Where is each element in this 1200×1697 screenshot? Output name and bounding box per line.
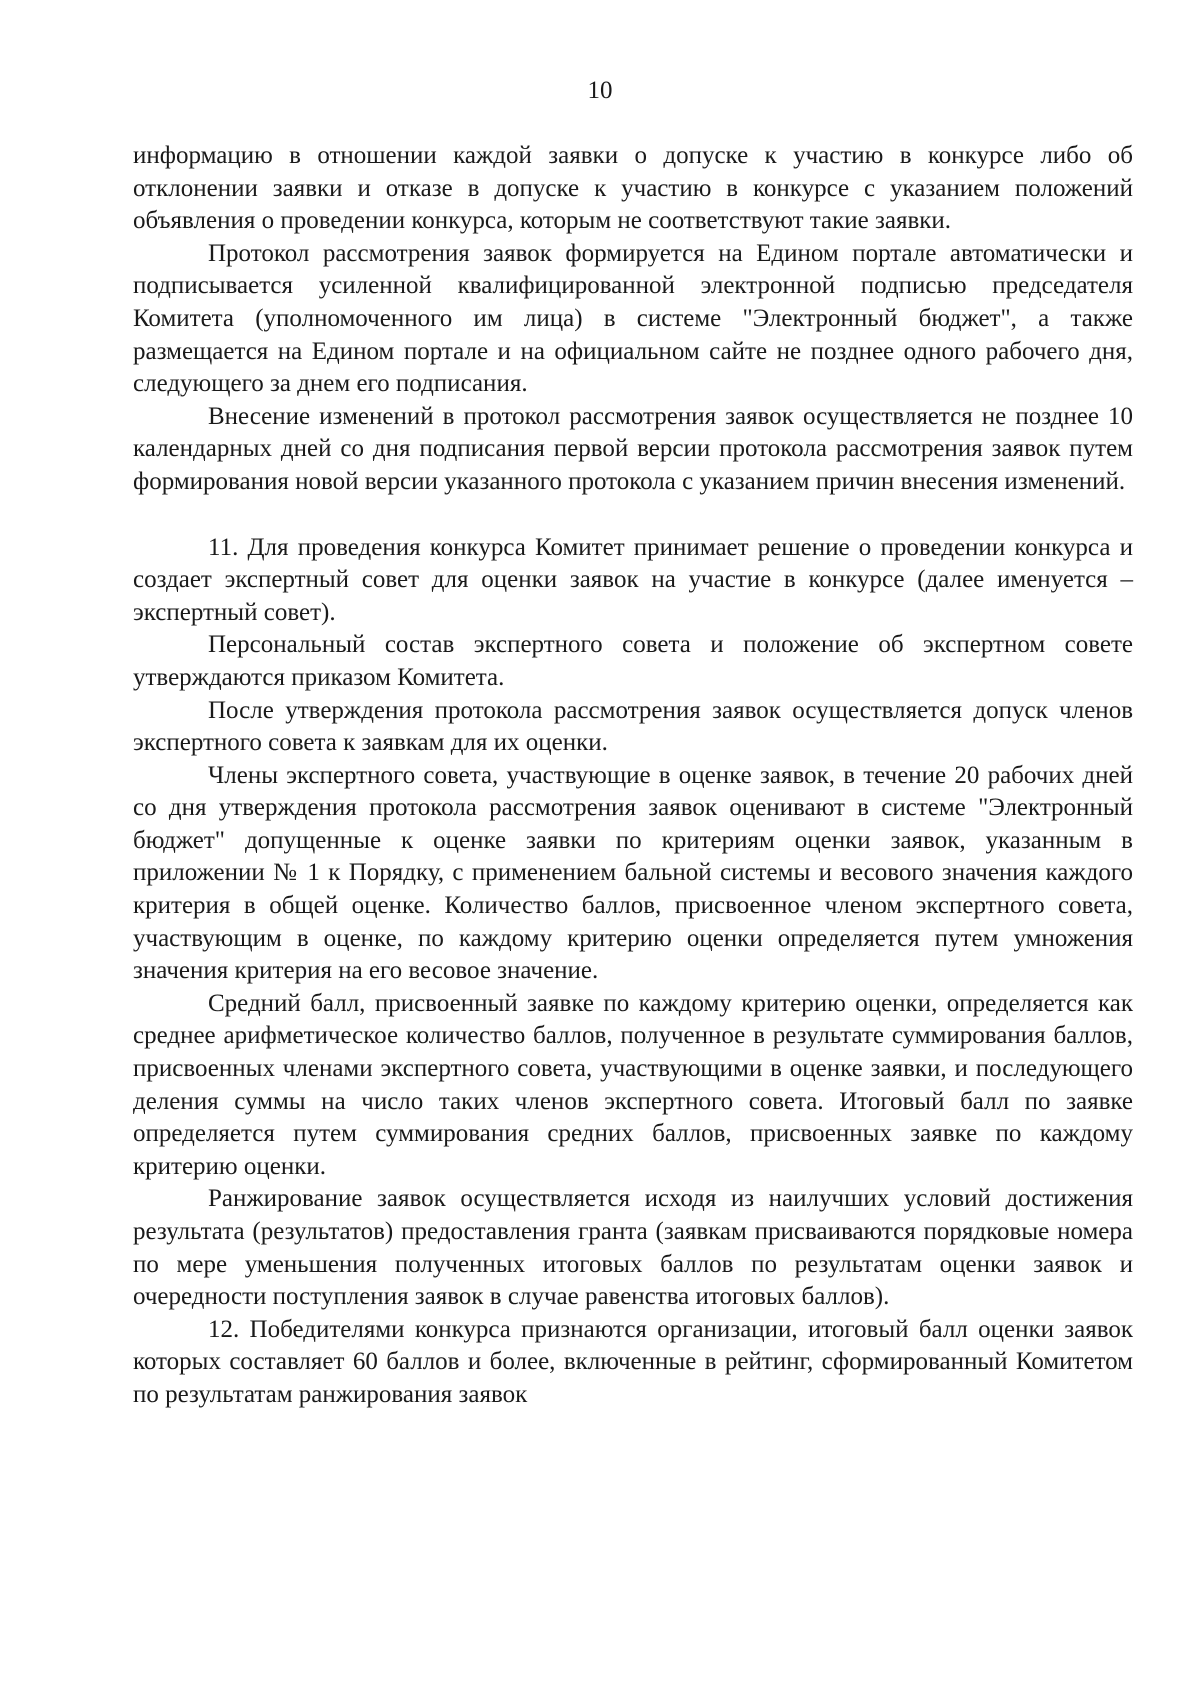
paragraph-protocol-changes: Внесение изменений в протокол рассмотрения заявок осуществляется не позднее 10 календарных дней со дня подписания первой версии протокола рассмотрения заявок путем формирования новой версии указанного протокола с указанием причин внесения изменений. (133, 402, 1133, 495)
paragraph-item-12: 12. Победителями конкурса признаются организации, итоговый балл оценки заявок которых составляет 60 баллов и более, включенные в рейтинг, сформированный Комитетом по результатам ранжирования заявок (133, 1315, 1133, 1408)
paragraph-expert-access: После утверждения протокола рассмотрения заявок осуществляется допуск членов экспертного совета к заявкам для их оценки. (133, 696, 1133, 757)
paragraph-protocol-formation: Протокол рассмотрения заявок формируется на Едином портале автоматически и подписывается усиленной квалифицированной электронной подписью председателя Комитета (уполномоченного им лица) в системе "Электронный бюджет", а также размещается на Едином портале и на официальном сайте не позднее одного рабочего дня, следующего за днем его подписания. (133, 239, 1133, 398)
paragraph-expert-council-composition: Персональный состав экспертного совета и положение об экспертном совете утверждаются приказом Комитета. (133, 631, 1133, 691)
paragraph-average-score: Средний балл, присвоенный заявке по каждому критерию оценки, определяется как среднее арифметическое количество баллов, полученное в результате суммирования баллов, присвоенных членами экспертного совета, участвующими в оценке заявки, и последующего деления суммы на число таких членов экспертного совета. Итоговый балл по заявке определяется путем суммирования средних баллов, присвоенных заявке по каждому критерию оценки. (133, 989, 1133, 1180)
paragraph-item-11: 11. Для проведения конкурса Комитет принимает решение о проведении конкурса и создает экспертный совет для оценки заявок на участие в конкурсе (далее именуется – экспертный совет). (133, 533, 1133, 626)
paragraph-ranking: Ранжирование заявок осуществляется исходя из наилучших условий достижения результата (результатов) предоставления гранта (заявкам присваиваются порядковые номера по мере уменьшения полученных итоговых баллов по результатам оценки заявок и очередности поступления заявок в случае равенства итоговых баллов). (133, 1185, 1133, 1311)
document-body (133, 140, 1133, 1412)
paragraph-continuation: информацию в отношении каждой заявки о допуске к участию в конкурсе либо об отклонении заявки и отказе в допуске к участию в конкурсе с указанием положений объявления о проведении конкурса, которым не соответствуют такие заявки. (133, 142, 1133, 235)
paragraph-expert-evaluation: Члены экспертного совета, участвующие в оценке заявок, в течение 20 рабочих дней со дня утверждения протокола рассмотрения заявок оценивают в системе "Электронный бюджет" допущенные к оценке заявки по критериям оценки заявок, указанным в приложении № 1 к Порядку, с применением бальной системы и весового значения каждого критерия в общей оценке. Количество баллов, присвоенное членом экспертного совета, участвующим в оценке, по каждому критерию оценки определяется путем умножения значения критерия на его весовое значение. (133, 761, 1133, 985)
page-number: 10 (587, 77, 613, 104)
